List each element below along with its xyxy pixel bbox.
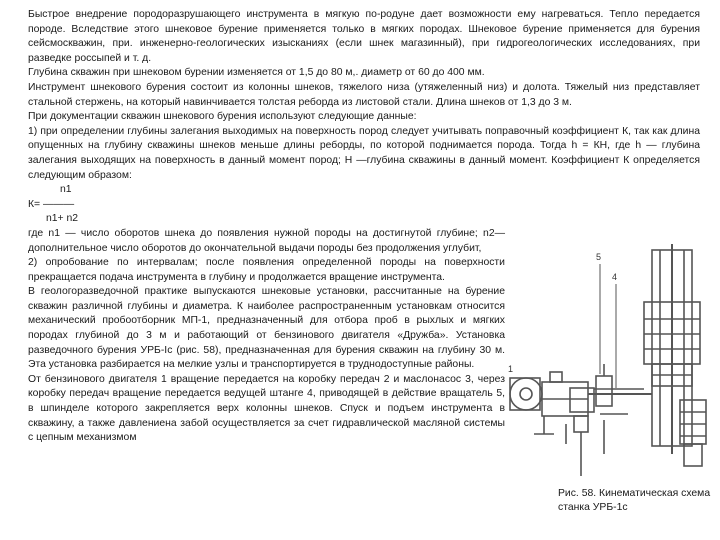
oil-pump [574,416,588,432]
label-4: 4 [612,272,618,282]
paragraph-installations: В геологоразведочной практике выпускаются шнековые установки, рассчитанные на бурение скважин различной глубины и диаметра. К наиболее распространенным установкам относится механический пробоотборник МП-1, предназначенный для отбора проб в рыхлых и мягких породах глубиной до 3 м и работающий от бензинового двигателя «Дружба». Установка разведочного бурения УРБ-Іс (рис. 58), предназначенная для бурения скважин на глубину 30 м. Эта установка разбирается на мелкие узлы и транспортируется в труднодоступные районы. [28,286,505,371]
paragraph-item-1: 1) при определении глубины залегания выходимых на поверхность пород следует учитывать поправочный коэффициент К, так как длина опущенных на глубину скважины шнеков меньше длины реборды, по которой поднимается порода. Тогда h = КН, где h — глубина залегания выходящих на поверхность в данный момент пород; Н —глубина скважины в данный момент. Коэффициент К определяется следующим образом: [28,125,700,181]
paragraph-where: где n1 — число оборотов шнека до появления нужной породы на достигнутой глубине; n2—дополнительное число оборотов до окончательной выдачи породы без продолжения углубит, [28,227,505,254]
paragraph-tool: Инструмент шнекового бурения состоит из колонны шнеков, тяжелого низа (утяжеленный низ) и долота. Тяжелый низ представляет стальной стержень, на который навинчивается толстая реборда из листовой стали. Длина шнеков от 1,3 до 3 м. [28,81,700,108]
formula-numerator: n1 [60,184,72,196]
rotator [596,376,612,406]
paragraph-depth: Глубина скважин при шнековом бурении изменяется от 1,5 до 80 м,. диаметр от 60 до 400 мм. [28,67,485,79]
kinematic-diagram-drawing [504,244,720,484]
formula-lhs: К= ——— [28,198,75,210]
figure-caption: Рис. 58. Кинематическая схема станка УРБ-1с [558,488,711,513]
paragraph-documentation: При документации скважин шнекового бурения используют следующие данные: [28,111,417,123]
paragraph-item-2: 2) опробование по интервалам; после появления определенной породы на поверхности прекращается подача инструмента в глубину и продолжается вращение инструмента. [28,257,505,283]
engine-wheel [510,378,542,410]
paragraph-intro: Быстрое внедрение породоразрушающего инструмента в мягкую по-родуне дает возможности ему нагреваться. Тепло передается породе. Вследствие этого шнековое бурение применяется только в мягких породах. Шнековое бурение применяется для бурения сейсмоскважин, при. инженерно-геологических изысканиях (если шнек магазинный), при гидрогеологических исследованиях, при разведке россыпей и т. д. [28,9,700,64]
paragraph-kinematics: От бензинового двигателя 1 вращение передается на коробку передач 2 и маслонасос 3, через коробку передач вращение передается ведущей штанге 4, приводящей в действие вращатель 5, в шпинделе которого закрепляется верх колонны шнеков. Спуск и подъем инструмента в скважину, а также давлениена забой осуществляется за счет гидравлической масляной системы с цепным механизмом [28,373,505,444]
label-5: 5 [596,252,602,262]
formula-denominator: n1+ n2 [46,213,79,225]
label-1: 1 [508,364,514,374]
kinematic-diagram [504,244,720,484]
